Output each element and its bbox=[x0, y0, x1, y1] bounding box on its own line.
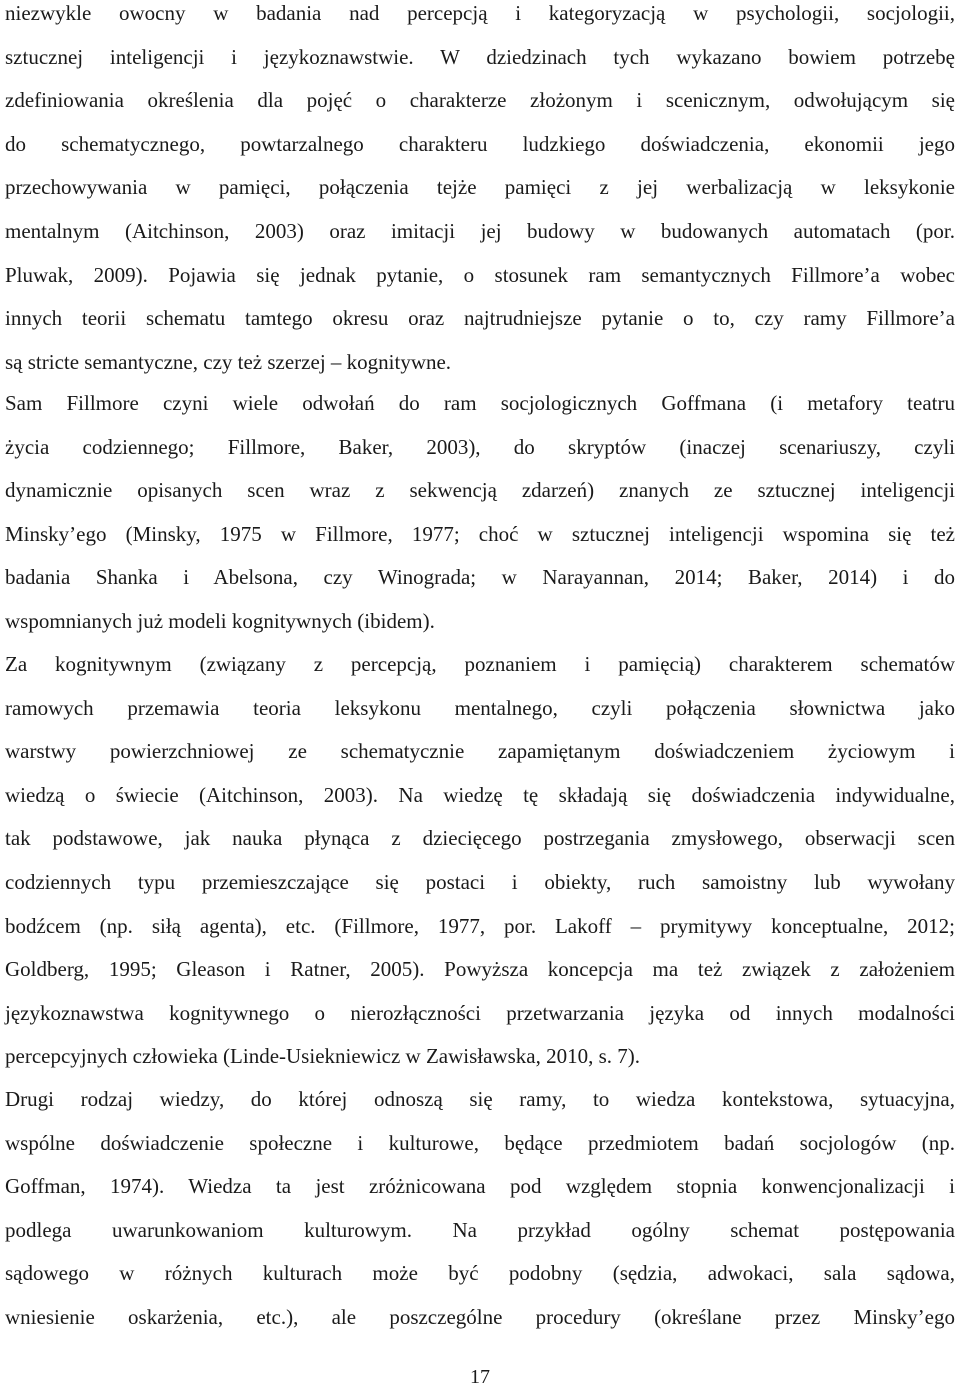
text-line: badania Shanka i Abelsona, czy Winograda; w Narayannan, 2014; Baker, 2014) i do bbox=[5, 565, 955, 590]
text-line: dynamicznie opisanych scen wraz z sekwencją zdarzeń) znanych ze sztucznej inteligencji bbox=[5, 478, 955, 503]
text-line: Goldberg, 1995; Gleason i Ratner, 2005). Powyższa koncepcja ma też związek z założeniem bbox=[5, 957, 955, 982]
text-line: są stricte semantyczne, czy też szerzej – kognitywne. bbox=[5, 349, 452, 374]
text-line: językoznawstwa kognitywnego o nierozłączności przetwarzania języka od innych modalności bbox=[5, 1000, 955, 1025]
text-line: sztucznej inteligencji i językoznawstwie. W dziedzinach tych wykazano bowiem potrzebę bbox=[5, 44, 955, 69]
text-line: sądowego w różnych kulturach może być podobny (sędzia, adwokaci, sala sądowa, bbox=[5, 1261, 955, 1286]
paragraph-1 bbox=[5, 0, 955, 384]
text-line: zdefiniowania określenia dla pojęć o charakterze złożonym i scenicznym, odwołującym się bbox=[5, 88, 955, 113]
text-line: podlega uwarunkowaniom kulturowym. Na przykład ogólny schemat postępowania bbox=[5, 1217, 955, 1242]
text-line: mentalnym (Aitchinson, 2003) oraz imitacji jej budowy w budowanych automatach (por. bbox=[5, 218, 955, 243]
text-line: innych teorii schematu tamtego okresu oraz najtrudniejsze pytanie o to, czy ramy Fillmore’a bbox=[5, 306, 955, 331]
text-line: do schematycznego, powtarzalnego charakteru ludzkiego doświadczenia, ekonomii jego bbox=[5, 131, 955, 156]
text-line: Minsky’ego (Minsky, 1975 w Fillmore, 1977; choć w sztucznej inteligencji wspomina się też bbox=[5, 521, 955, 546]
text-line: niezwykle owocny w badania nad percepcją i kategoryzacją w psychologii, socjologii, bbox=[5, 1, 955, 25]
paragraph-2 bbox=[5, 382, 955, 644]
text-line: Sam Fillmore czyni wiele odwołań do ram socjologicznych Goffmana (i metafory teatru bbox=[5, 391, 955, 415]
text-line: percepcyjnych człowieka (Linde-Usiekniewicz w Zawisławska, 2010, s. 7). bbox=[5, 1044, 641, 1069]
text-line: bodźcem (np. siłą agenta), etc. (Fillmore, 1977, por. Lakoff – prymitywy konceptualne, 2012; bbox=[5, 913, 955, 938]
text-line: Pluwak, 2009). Pojawia się jednak pytanie, o stosunek ram semantycznych Fillmore’a wobec bbox=[5, 262, 955, 287]
text-line: ramowych przemawia teoria leksykonu mentalnego, czyli połączenia słownictwa jako bbox=[5, 695, 955, 720]
text-line: wspomnianych już modeli kognitywnych (ibidem). bbox=[5, 608, 435, 633]
text-line: życia codziennego; Fillmore, Baker, 2003), do skryptów (inaczej scenariuszy, czyli bbox=[5, 434, 955, 459]
text-line: tak podstawowe, jak nauka płynąca z dziecięcego postrzegania zmysłowego, obserwacji scen bbox=[5, 826, 955, 851]
text-line: wniesienie oskarżenia, etc.), ale poszczególne procedury (określane przez Minsky’ego bbox=[5, 1304, 955, 1329]
paragraph-3 bbox=[5, 643, 955, 1079]
page-number: 17 bbox=[470, 1366, 490, 1388]
text-line: przechowywania w pamięci, połączenia tejże pamięci z jej werbalizacją w leksykonie bbox=[5, 175, 955, 200]
text-line: Za kognitywnym (związany z percepcją, poznaniem i pamięcią) charakterem schematów bbox=[5, 652, 955, 676]
text-line: Goffman, 1974). Wiedza ta jest zróżnicowana pod względem stopnia konwencjonalizacji i bbox=[5, 1174, 955, 1199]
document-page bbox=[5, 0, 955, 1389]
text-line: wspólne doświadczenie społeczne i kulturowe, będące przedmiotem badań socjologów (np. bbox=[5, 1130, 955, 1155]
paragraph-4 bbox=[5, 1078, 955, 1340]
text-line: warstwy powierzchniowej ze schematycznie zapamiętanym doświadczeniem życiowym i bbox=[5, 739, 955, 764]
text-line: wiedzą o świecie (Aitchinson, 2003). Na wiedzę tę składają się doświadczenia indywidualne, bbox=[5, 782, 955, 807]
text-line: codziennych typu przemieszczające się postaci i obiekty, ruch samoistny lub wywołany bbox=[5, 869, 955, 894]
text-line: Drugi rodzaj wiedzy, do której odnoszą się ramy, to wiedza kontekstowa, sytuacyjna, bbox=[5, 1087, 955, 1111]
